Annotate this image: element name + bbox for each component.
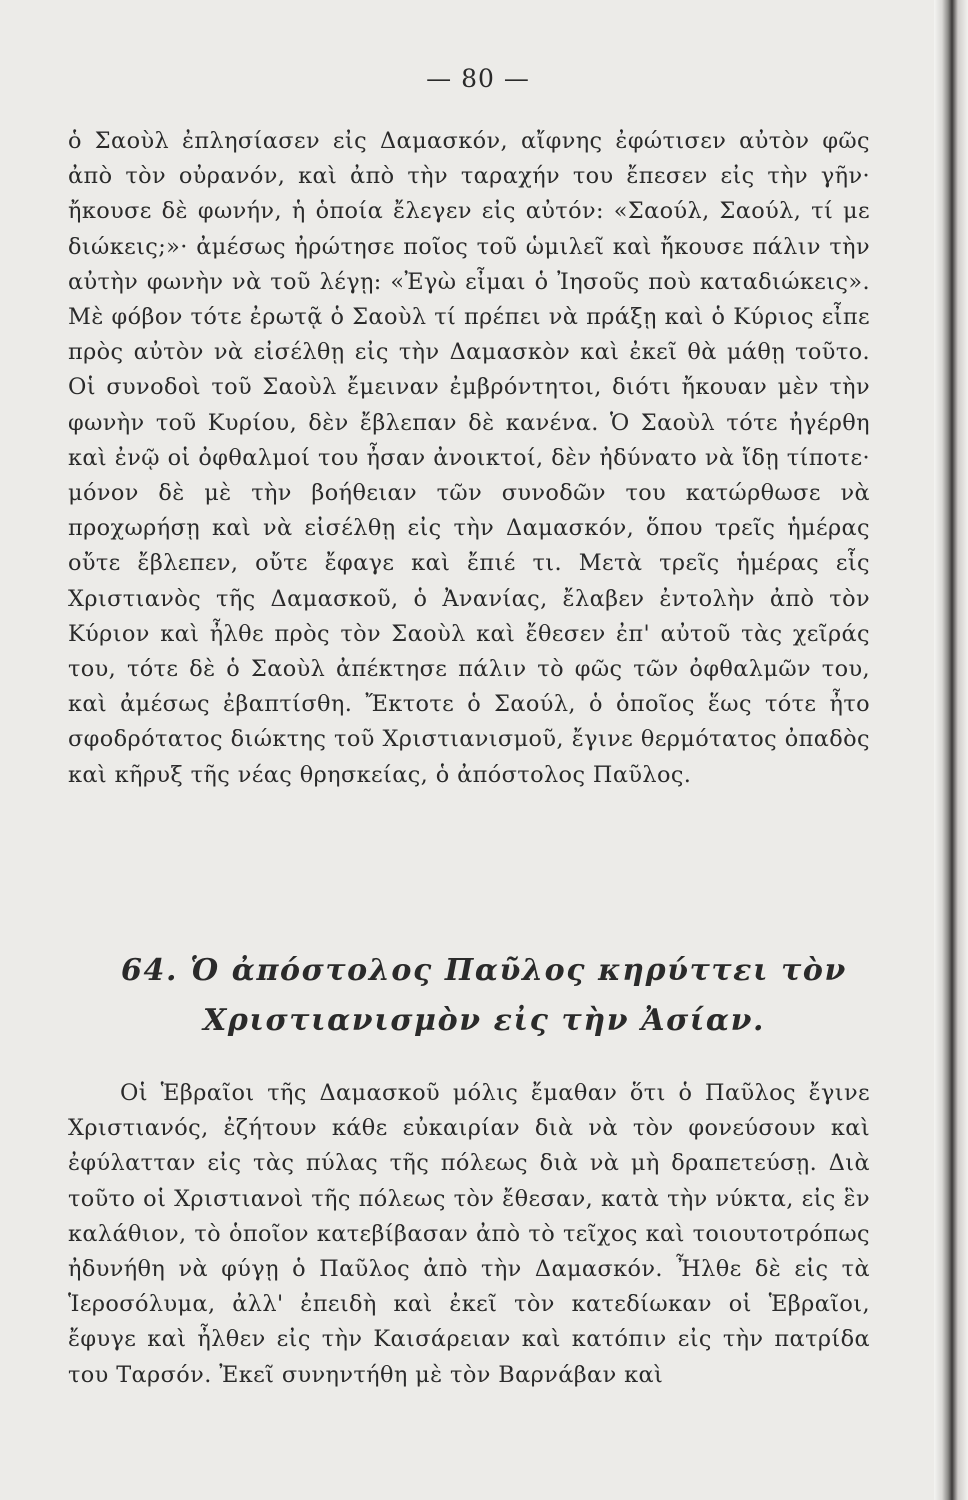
page-binding-edge [934,0,968,1500]
page-number: — 80 — [426,64,530,93]
paragraph-text: ὁ Σαοὺλ ἐπλησίασεν εἰς Δαμασκόν, αἴφνης ἐφώτισεν αὐτὸν φῶς ἀπὸ τὸν οὐρανόν, καὶ ἀπὸ τὴν ταραχήν του ἔπεσεν εἰς τὴν γῆν· ἤκουσε δὲ φωνήν, ἡ ὁποία ἔλεγεν εἰς αὐτόν: «Σαούλ, Σαούλ, τί με διώκεις;»· ἀμέσως ἠρώτησε ποῖος τοῦ ὡμιλεῖ καὶ ἤκουσε πάλιν τὴν αὐτὴν φωνὴν νὰ τοῦ λέγῃ: «Ἐγὼ εἶμαι ὁ Ἰησοῦς ποὺ καταδιώκεις». Μὲ φόβον τότε ἐρωτᾷ ὁ Σαοὺλ τί πρέπει νὰ πράξῃ καὶ ὁ Κύριος εἶπε πρὸς αὐτὸν νὰ εἰσέλθῃ εἰς τὴν Δαμασκὸν καὶ ἐκεῖ θὰ μάθῃ τοῦτο. Οἱ συνοδοὶ τοῦ Σαοὺλ ἔμειναν ἐμβρόντητοι, διότι ἤκουαν μὲν τὴν φωνὴν τοῦ Κυρίου, δὲν ἔβλεπαν δὲ κανένα. Ὁ Σαοὺλ τότε ἠγέρθη καὶ ἐνῷ οἱ ὀφθαλμοί του ἦσαν ἀνοικτοί, δὲν ἠδύνατο νὰ ἴδῃ τίποτε· μόνον δὲ μὲ τὴν βοήθειαν τῶν συνοδῶν του κατώρθωσε νὰ προχωρήσῃ καὶ νὰ εἰσέλθῃ εἰς τὴν Δαμασκόν, ὅπου τρεῖς ἡμέρας οὔτε ἔβλεπεν, οὔτε ἔφαγε καὶ ἔπιέ τι. Μετὰ τρεῖς ἡμέρας εἷς Χριστιανὸς τῆς Δαμασκοῦ, ὁ Ἀνανίας, ἔλαβεν ἐντολὴν ἀπὸ τὸν Κύριον καὶ ἦλθε πρὸς τὸν Σαοὺλ καὶ ἔθεσεν ἐπ' αὐτοῦ τὰς χεῖράς του, τότε δὲ ὁ Σαοὺλ ἀπέκτησε πάλιν τὸ φῶς τῶν ὀφθαλμῶν του, καὶ ἀμέσως ἐβαπτίσθη. Ἔκτοτε ὁ Σαούλ, ὁ ὁποῖος ἕως τότε ἦτο σφοδρότατος διώκτης τοῦ Χριστιανισμοῦ, ἔγινε θερμότατος ὀπαδὸς καὶ κῆρυξ τῆς νέας θρησκείας, ὁ ἀπόστολος Παῦλος. [68,128,870,788]
heading-line-1 [0,946,968,996]
heading-title-part-2: Χριστιανισμὸν εἰς τὴν Ἀσίαν. [202,1003,766,1038]
section-number: 64. [121,953,179,988]
heading-title-part-1: Ὁ ἀπόστολος Παῦλος κηρύττει τὸν [190,953,847,988]
paragraph-text: Οἱ Ἑβραῖοι τῆς Δαμασκοῦ μόλις ἔμαθαν ὅτι ὁ Παῦλος ἔγινε Χριστιανός, ἐζήτουν κάθε εὐκαιρίαν διὰ νὰ τὸν φονεύσουν καὶ ἐφύλατταν εἰς τὰς πύλας τῆς πόλεως διὰ νὰ μὴ δραπετεύσῃ. Διὰ τοῦτο οἱ Χριστιανοὶ τῆς πόλεως τὸν ἔθεσαν, κατὰ τὴν νύκτα, εἰς ἓν καλάθιον, τὸ ὁποῖον κατεβίβασαν ἀπὸ τὸ τεῖχος καὶ τοιουτοτρόπως ἠδυνήθη νὰ φύγῃ ὁ Παῦλος ἀπὸ τὴν Δαμασκόν. Ἦλθε δὲ εἰς τὰ Ἱεροσόλυμα, ἀλλ' ἐπειδὴ καὶ ἐκεῖ τὸν κατεδίωκαν οἱ Ἑβραῖοι, ἔφυγε καὶ ἦλθεν εἰς τὴν Καισάρειαν καὶ κατόπιν εἰς τὴν πατρίδα του Ταρσόν. Ἐκεῖ συνηντήθη μὲ τὸν Βαρνάβαν καὶ [68,1080,870,1388]
section-heading [0,946,968,1046]
